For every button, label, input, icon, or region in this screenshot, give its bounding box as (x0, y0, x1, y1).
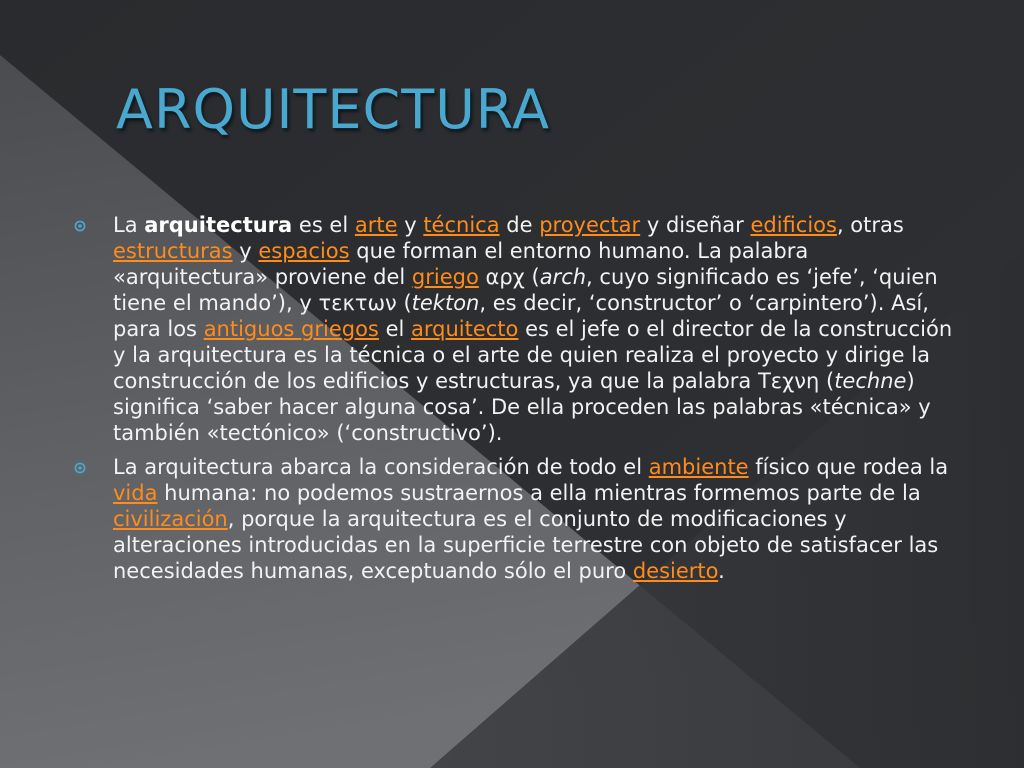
italic-term: tekton (411, 291, 480, 315)
text-run: La (113, 213, 145, 237)
bullet-paragraph-1 (113, 212, 965, 446)
italic-term: techne (834, 369, 907, 393)
inline-link[interactable]: edificios (750, 213, 837, 237)
italic-term: arch (539, 265, 587, 289)
text-run: . (718, 559, 725, 583)
slide-title: ARQUITECTURA (116, 78, 551, 141)
inline-link[interactable]: arte (354, 213, 398, 237)
text-run: y diseñar (640, 213, 751, 237)
text-run: de (499, 213, 540, 237)
text-run: αρχ ( (478, 265, 540, 289)
inline-link[interactable]: espacios (258, 239, 350, 263)
text-run: La arquitectura abarca la consideración de todo el (113, 455, 649, 479)
ring-bullet-icon (74, 220, 86, 232)
bold-term: arquitectura (144, 213, 293, 237)
bullet-item-2 (74, 454, 974, 584)
text-run: , cuyo significado es ‘jefe’, ‘quien tiene el mando’), y τεκτων ( (113, 265, 938, 315)
inline-link[interactable]: civilización (113, 507, 228, 531)
inline-link[interactable]: griego (411, 265, 479, 289)
text-run: que forman el entorno humano. La palabra «arquitectura» proviene del (113, 239, 809, 289)
slide-content (74, 212, 974, 592)
text-run: , otras (836, 213, 904, 237)
inline-link[interactable]: técnica (423, 213, 500, 237)
text-run: y (232, 239, 259, 263)
inline-link[interactable]: arquitecto (411, 317, 519, 341)
text-run: , es decir, ‘constructor’ o ‘carpintero’). Así, para los (113, 291, 929, 341)
text-run: el (378, 317, 411, 341)
inline-link[interactable]: vida (113, 481, 158, 505)
text-run: es el jefe o el director de la construcción y la arquitectura es la técnica o el arte de quien realiza el proyecto y dirige la construcción de los edificios y estructuras, ya que la palabra Τεχνη ( (113, 317, 953, 393)
text-run: ) significa ‘saber hacer alguna cosa’. De ella proceden las palabras «técnica» y también «tectónico» (‘constructivo’). (113, 369, 931, 445)
text-run: , porque la arquitectura es el conjunto de modificaciones y alteraciones introducidas en la superficie terrestre con objeto de satisfacer las necesidades humanas, exceptuando sólo el puro (113, 507, 939, 583)
text-run: físico que rodea la (748, 455, 949, 479)
inline-link[interactable]: proyectar (539, 213, 641, 237)
bullet-item-1 (74, 212, 974, 446)
text-run: es el (292, 213, 355, 237)
text-run: y (397, 213, 424, 237)
inline-link[interactable]: antiguos griegos (203, 317, 379, 341)
bullet-paragraph-2 (113, 454, 965, 584)
inline-link[interactable]: desierto (632, 559, 719, 583)
text-run: humana: no podemos sustraernos a ella mientras formemos parte de la (157, 481, 921, 505)
inline-link[interactable]: ambiente (648, 455, 749, 479)
ring-bullet-icon (74, 462, 86, 474)
inline-link[interactable]: estructuras (113, 239, 233, 263)
